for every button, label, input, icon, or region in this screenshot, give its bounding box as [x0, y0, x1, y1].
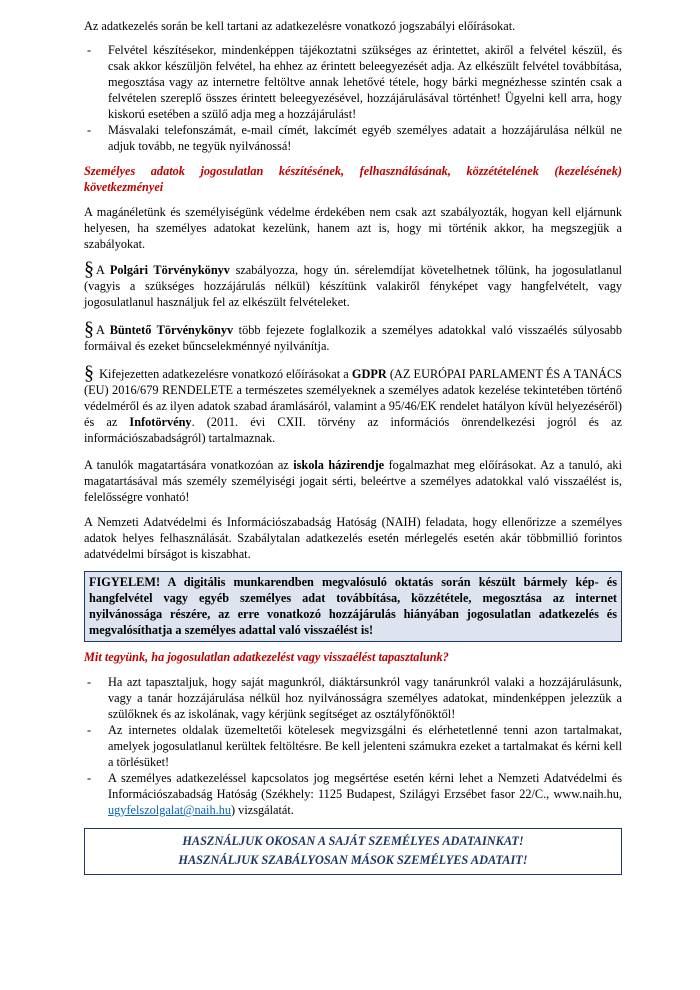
- list-item: - Ha azt tapasztaljuk, hogy saját magunkról, diáktársunkról vagy tanárunkról valaki a hozzájárulásunk, vagy a tanár hozzájárulása nélkül hoz nyilvánosságra személyes adatokat, mindenképpen jelezzük a szülőknek és az iskolának, vagy kérjünk segítséget az osztályfőnöktől!: [84, 674, 622, 722]
- gdpr-term: GDPR: [351, 367, 387, 381]
- privacy-paragraph: A magánéletünk és személyiségünk védelme érdekében nem csak azt szabályozták, hogyan kell eljárnunk helyesen, ha személyes adatokat kezelünk, hanem azt is, hogy mi történik akkor, ha megszegjük a szabályokat.: [84, 205, 622, 251]
- what-to-do-list: [84, 674, 622, 818]
- house-rules-paragraph: A tanulók magatartására vonatkozóan az iskola házirendje fogalmazhat meg előírásokat. Az a tanuló, aki magatartásával más személy személyiségi jogait sérti, beleértve a személyes adatokkal való visszaélést is, felelősségre vonható!: [84, 458, 622, 504]
- warning-box: FIGYELEM! A digitális munkarendben megvalósuló oktatás során készült bármely kép- és hangfelvétel vagy egyéb személyes adat továbbítása, közzététele, megosztása az internet nyilvánossága részére, az erre vonatkozó hozzájárulás hiányában jogosulatlan adatkezelés és megvalósíthatja a személyes adattal való visszaélést is!: [84, 571, 622, 642]
- infotorveny-term: Infotörvény: [129, 415, 192, 429]
- document-page: [84, 18, 622, 875]
- section-sign: §: [84, 362, 94, 384]
- section-sign: §: [84, 318, 94, 340]
- list-item: - Az internetes oldalak üzemeltetői kötelesek megvizsgálni és elérhetetlenné tenni azon tartalmakat, amelyek jogosulatlanul kerültek feltöltésre. Be kell jelenteni számukra ezeket a tartalmakat és kérni kell a törlésüket!: [84, 722, 622, 770]
- closing-box: [84, 828, 622, 875]
- house-rules-term: iskola házirendje: [293, 458, 385, 472]
- criminal-code-term: Büntető Törvénykönyv: [109, 323, 234, 337]
- list-item: - Másvalaki telefonszámát, e-mail címét, lakcímét egyéb személyes adatait a hozzájárulása nélkül ne adjuk tovább, ne tegyük nyilvánossá!: [84, 122, 622, 154]
- section-sign: §: [84, 258, 94, 280]
- list-item: - A személyes adatkezeléssel kapcsolatos jog megsértése esetén kérni lehet a Nemzeti Adatvédelmi és Információszabadság Hatóság (Székhely: 1125 Budapest, Szilágyi Erzsébet fasor 22/C., www.naih.hu, ugyfelszolgalat@naih.hu) vizsgálatát.: [84, 770, 622, 818]
- civil-code-term: Polgári Törvénykönyv: [109, 263, 230, 277]
- closing-line-own-data: HASZNÁLJUK OKOSAN A SAJÁT SZEMÉLYES ADATAINKAT!: [182, 834, 524, 848]
- closing-line-others-data: HASZNÁLJUK SZABÁLYOSAN MÁSOK SZEMÉLYES ADATAIT!: [178, 853, 528, 867]
- gdpr-paragraph: § Kifejezetten adatkezelésre vonatkozó előírásokat a GDPR (AZ EURÓPAI PARLAMENT ÉS A TANÁCS (EU) 2016/679 RENDELETE a természetes személyeknek a személyes adatok kezelése tekintetében történő védelméről és az ilyen adatok szabad áramlásáról, valamint a 95/46/EK rendelet hatályon kívül helyezéséről) és az Infotörvény. (2011. évi CXII. törvény az információs önrendelkezési jogról és az információszabadságról) tartalmaznak.: [84, 362, 623, 445]
- naih-paragraph: A Nemzeti Adatvédelmi és Információszabadság Hatóság (NAIH) feladata, hogy ellenőrizze a személyes adatok helyes felhasználását. Szabálytalan adatkezelés esetén mérlegelés esetén akár többmillió forintos adatvédelmi bírságot is kiszabhat.: [84, 515, 622, 561]
- criminal-code-paragraph: § A Büntető Törvénykönyv több fejezete foglalkozik a személyes adatokkal való visszaélés súlyosabb formáival és ezeket bűncselekménnyé nyilvánítja.: [84, 318, 623, 353]
- what-to-do-heading: Mit tegyünk, ha jogosulatlan adatkezelést vagy visszaélést tapasztalunk?: [84, 650, 449, 664]
- naih-email-link[interactable]: ugyfelszolgalat@naih.hu: [108, 803, 231, 817]
- list-item: - Felvétel készítésekor, mindenképpen tájékoztatni szükséges az érintettet, akiről a felvétel készül, és csak akkor készüljön felvétel, ha ehhez az érintett beleegyezését adja. Az elkészült felvétel továbbítása, megosztása vagy az internetre feltöltve annak lehetővé tétele, hogy bárki megnézhesse szintén csak a felvételen szereplő összes érintett beleegyezésével, hozzájárulásával történhet! Ügyelni kell arra, hogy kiskorú esetében a szülő adja meg a hozzájárulást!: [84, 42, 622, 122]
- recording-rules-list: [84, 42, 622, 154]
- intro-paragraph: Az adatkezelés során be kell tartani az adatkezelésre vonatkozó jogszabályi előírásokat.: [84, 19, 516, 33]
- civil-code-paragraph: § A Polgári Törvénykönyv szabályozza, hogy ún. sérelemdíjat követelhetnek tőlünk, ha jogosulatlanul (vagyis a szükséges hozzájárulás nélkül) készítünk valakiről fényképet vagy hangfelvételt, vagy jogosulatlanul használjuk fel az elkészült felvételeket.: [84, 258, 623, 309]
- consequences-heading: Személyes adatok jogosulatlan készítésének, felhasználásának, közzétételének (kezelésének) következményei: [84, 164, 622, 194]
